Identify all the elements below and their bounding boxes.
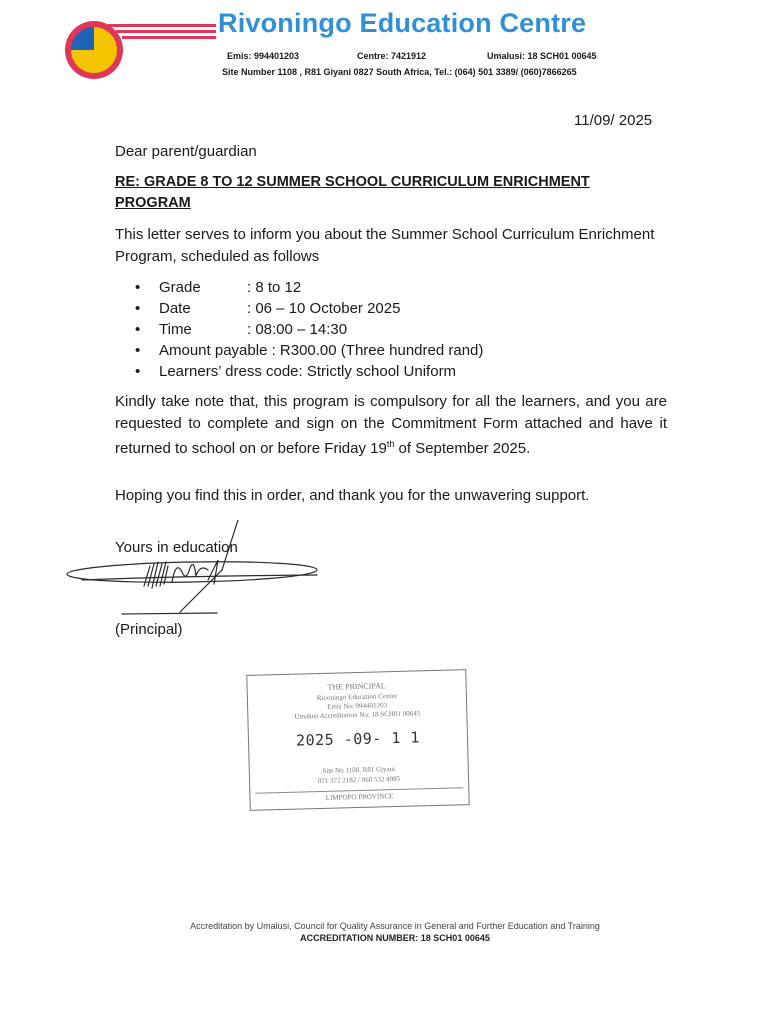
- official-stamp: [246, 669, 469, 811]
- stamp-province: LIMPOPO PROVINCE: [325, 792, 394, 802]
- footer-accreditation-text: Accreditation by Umalusi, Council for Quality Assurance in General and Further Education and Training: [190, 921, 600, 931]
- detail-text: Amount payable : R300.00 (Three hundred rand): [159, 342, 484, 359]
- letter-date: 11/09/ 2025: [574, 112, 653, 129]
- footer-accreditation-number: ACCREDITATION NUMBER: 18 SCH01 00645: [300, 933, 490, 943]
- detail-label: Time: [159, 321, 192, 338]
- detail-text: Learners’ dress code: Strictly school Uniform: [159, 363, 457, 380]
- detail-value: : 8 to 12: [247, 279, 302, 296]
- detail-time: • Time : 08:00 – 14:30: [135, 321, 348, 338]
- school-address: Site Number 1108 , R81 Giyani 0827 South Africa, Tel.: (064) 501 3389/ (060)7866265: [222, 67, 577, 77]
- notice-paragraph: [115, 391, 667, 460]
- detail-date: • Date : 06 – 10 October 2025: [135, 300, 401, 317]
- detail-grade: • Grade : 8 to 12: [135, 279, 302, 296]
- detail-value: : 08:00 – 14:30: [247, 321, 348, 338]
- stamp-address: Site No 1108, R81 Giyani: [322, 765, 396, 775]
- stamp-emis: Emis No: 994401203: [327, 701, 388, 711]
- emis-number: Emis: 994401203: [227, 51, 300, 61]
- signatory-title: (Principal): [115, 621, 183, 638]
- detail-label: Grade: [159, 279, 201, 296]
- centre-number: Centre: 7421912: [357, 51, 427, 61]
- detail-label: Date: [159, 300, 191, 317]
- accreditation-footer: [0, 920, 768, 944]
- school-logo: [62, 20, 222, 80]
- signoff: Yours in education: [115, 539, 238, 556]
- notice-end: of September 2025.: [394, 440, 531, 457]
- detail-value: : 06 – 10 October 2025: [247, 300, 401, 317]
- intro-paragraph: This letter serves to inform you about the Summer School Curriculum Enrichment Program, scheduled as follows: [115, 226, 655, 265]
- detail-amount: • Amount payable : R300.00 (Three hundred rand): [135, 342, 484, 359]
- program-details-list: [115, 277, 483, 382]
- notice-text: Kindly take note that, this program is compulsory for all the learners, and you are requested to complete and sign on the Commitment Form attached and have it returned to school on or before Friday 19: [115, 393, 667, 457]
- school-name: Rivoningo Education Centre: [218, 8, 587, 38]
- closing-paragraph: Hoping you find this in order, and thank you for the unwavering support.: [115, 487, 590, 504]
- stamp-phone: 071 372 2182 / 060 532 4985: [317, 774, 401, 786]
- letter-subject: RE: GRADE 8 TO 12 SUMMER SCHOOL CURRICULUM ENRICHMENT PROGRAM: [115, 174, 590, 211]
- greeting: Dear parent/guardian: [115, 143, 257, 160]
- stamp-title: THE PRINCIPAL: [327, 681, 386, 692]
- stamp-school: Rivoningo Education Centre: [316, 691, 398, 703]
- stamp-date: 2025 -09- 1 1: [295, 728, 421, 750]
- principal-signature: [62, 520, 332, 620]
- ordinal-suffix: th: [386, 439, 395, 449]
- stamp-accreditation: Umalusi Accreditation No: 18 SCH01 00645: [294, 709, 421, 721]
- umalusi-number: Umalusi: 18 SCH01 00645: [487, 51, 597, 61]
- detail-dress-code: • Learners’ dress code: Strictly school Uniform: [135, 363, 457, 380]
